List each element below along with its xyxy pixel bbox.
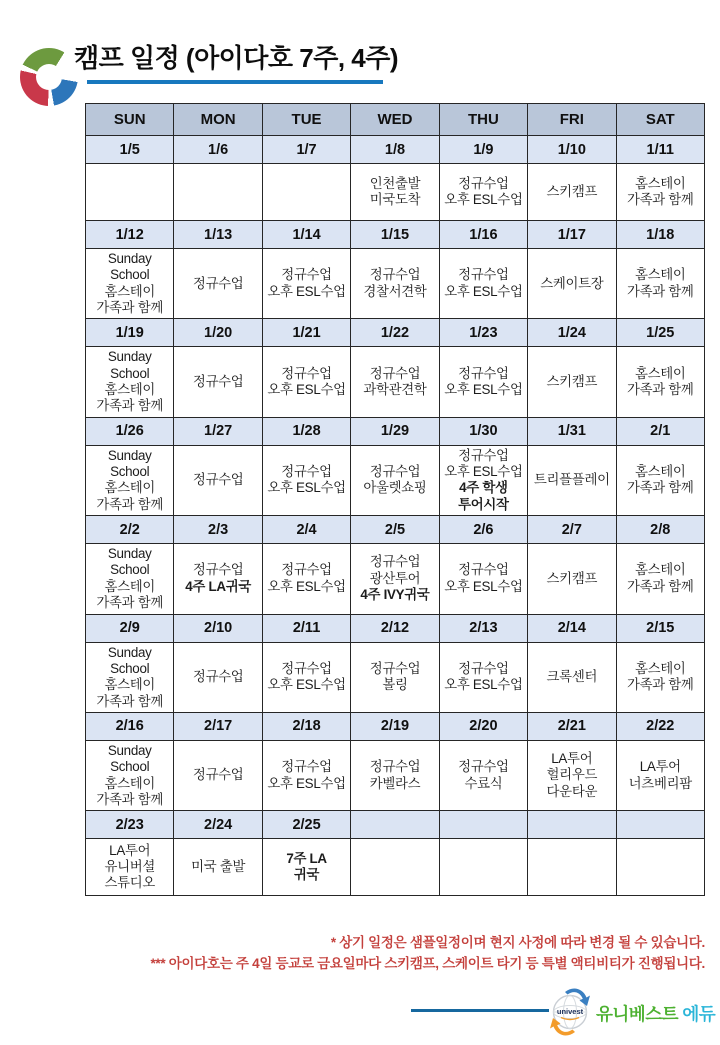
date-cell: 1/30 [439, 417, 527, 445]
date-cell: 1/12 [86, 221, 174, 249]
date-row [86, 516, 705, 544]
svg-text:univest: univest [556, 1007, 584, 1016]
date-cell: 1/31 [528, 417, 616, 445]
weekday-header: FRI [528, 104, 616, 136]
brand-name-univest: 유니베스트 [596, 1004, 679, 1024]
activity-row [86, 740, 705, 810]
date-cell: 2/13 [439, 614, 527, 642]
activity-cell: 정규수업 오후 ESL수업 [439, 642, 527, 712]
activity-row [86, 544, 705, 614]
activity-row [86, 445, 705, 515]
activity-cell: 정규수업 오후 ESL수업 [262, 544, 350, 614]
activity-cell: Sunday School 홈스테이 가족과 함께 [86, 544, 174, 614]
date-cell: 2/6 [439, 516, 527, 544]
activity-cell: Sunday School 홈스테이 가족과 함께 [86, 642, 174, 712]
date-cell: 1/24 [528, 319, 616, 347]
date-cell: 1/11 [616, 136, 704, 164]
date-cell: 1/20 [174, 319, 262, 347]
date-cell: 2/22 [616, 712, 704, 740]
activity-cell: 홈스테이 가족과 함께 [616, 249, 704, 319]
date-cell: 2/8 [616, 516, 704, 544]
activity-cell: 스키캠프 [528, 544, 616, 614]
activity-cell: 7주 LA 귀국 [262, 839, 350, 896]
activity-cell: 정규수업 [174, 740, 262, 810]
date-row [86, 136, 705, 164]
activity-cell: 정규수업 경찰서견학 [351, 249, 439, 319]
date-cell: 1/16 [439, 221, 527, 249]
activity-cell: 홈스테이 가족과 함께 [616, 445, 704, 515]
activity-row [86, 249, 705, 319]
activity-cell: 정규수업 4주 LA귀국 [174, 544, 262, 614]
date-row [86, 712, 705, 740]
date-cell: 1/21 [262, 319, 350, 347]
activity-row [86, 347, 705, 417]
activity-cell: 홈스테이 가족과 함께 [616, 164, 704, 221]
date-cell: 2/20 [439, 712, 527, 740]
date-cell: 1/10 [528, 136, 616, 164]
date-cell: 1/8 [351, 136, 439, 164]
footnote-idaho-activities: *** 아이다호는 주 4일 등교로 금요일마다 스키캠프, 스케이트 타기 등 특별 액티비티가 진행됩니다. [150, 955, 705, 971]
date-cell: 2/11 [262, 614, 350, 642]
date-cell: 1/7 [262, 136, 350, 164]
date-cell: 2/10 [174, 614, 262, 642]
activity-cell: 정규수업 오후 ESL수업 [439, 164, 527, 221]
date-cell: 1/27 [174, 417, 262, 445]
activity-cell: Sunday School 홈스테이 가족과 함께 [86, 445, 174, 515]
date-cell: 1/6 [174, 136, 262, 164]
date-cell: 1/25 [616, 319, 704, 347]
date-cell: 2/5 [351, 516, 439, 544]
activity-cell: Sunday School 홈스테이 가족과 함께 [86, 740, 174, 810]
activity-cell: 정규수업 볼링 [351, 642, 439, 712]
activity-cell: 미국 출발 [174, 839, 262, 896]
activity-cell: 인천출발 미국도착 [351, 164, 439, 221]
activity-cell: 정규수업 오후 ESL수업 4주 학생 투어시작 [439, 445, 527, 515]
activity-cell: 정규수업 오후 ESL수업 [262, 642, 350, 712]
date-cell: 2/16 [86, 712, 174, 740]
activity-cell: 정규수업 카벨라스 [351, 740, 439, 810]
date-cell: 2/9 [86, 614, 174, 642]
date-cell [351, 811, 439, 839]
weekday-header: SUN [86, 104, 174, 136]
date-cell: 2/17 [174, 712, 262, 740]
date-cell: 1/9 [439, 136, 527, 164]
activity-row [86, 642, 705, 712]
date-cell: 2/24 [174, 811, 262, 839]
date-cell: 2/7 [528, 516, 616, 544]
schedule-table [85, 103, 705, 896]
univest-globe-icon [548, 984, 594, 1045]
date-cell [528, 811, 616, 839]
activity-cell [174, 164, 262, 221]
activity-cell: 스키캠프 [528, 347, 616, 417]
activity-cell: Sunday School 홈스테이 가족과 함께 [86, 347, 174, 417]
date-cell: 1/19 [86, 319, 174, 347]
activity-cell: 정규수업 오후 ESL수업 [439, 544, 527, 614]
date-cell: 2/12 [351, 614, 439, 642]
weekday-header: TUE [262, 104, 350, 136]
activity-cell [616, 839, 704, 896]
activity-cell: Sunday School 홈스테이 가족과 함께 [86, 249, 174, 319]
activity-cell [528, 839, 616, 896]
activity-cell: 스케이트장 [528, 249, 616, 319]
activity-cell: 정규수업 오후 ESL수업 [439, 249, 527, 319]
activity-cell: LA투어 너츠베리팜 [616, 740, 704, 810]
footnotes [150, 933, 705, 975]
activity-cell: 정규수업 오후 ESL수업 [262, 347, 350, 417]
title-underline [87, 80, 383, 84]
page-title: 캠프 일정 (아이다호 7주, 4주) [74, 43, 399, 73]
activity-cell [439, 839, 527, 896]
date-row [86, 614, 705, 642]
date-cell: 2/1 [616, 417, 704, 445]
date-cell: 2/2 [86, 516, 174, 544]
activity-cell [262, 164, 350, 221]
date-row [86, 221, 705, 249]
activity-cell: 정규수업 [174, 445, 262, 515]
activity-cell: 홈스테이 가족과 함께 [616, 347, 704, 417]
calendar-container [85, 103, 705, 896]
camp-logo-ring [20, 48, 78, 106]
date-cell: 2/3 [174, 516, 262, 544]
date-cell: 2/19 [351, 712, 439, 740]
date-cell: 2/14 [528, 614, 616, 642]
activity-cell: 크록센터 [528, 642, 616, 712]
activity-cell: LA투어 헐리우드 다운타운 [528, 740, 616, 810]
activity-cell: 정규수업 [174, 347, 262, 417]
date-cell: 1/15 [351, 221, 439, 249]
activity-row [86, 839, 705, 896]
activity-cell: LA투어 유니버셜 스튜디오 [86, 839, 174, 896]
activity-cell: 정규수업 오후 ESL수업 [262, 249, 350, 319]
activity-cell: 홈스테이 가족과 함께 [616, 544, 704, 614]
activity-cell [351, 839, 439, 896]
date-cell: 1/14 [262, 221, 350, 249]
date-cell: 1/26 [86, 417, 174, 445]
activity-cell: 정규수업 광산투어 4주 IVY귀국 [351, 544, 439, 614]
activity-cell: 정규수업 아울렛쇼핑 [351, 445, 439, 515]
brand-name-edu: 에듀 [682, 1004, 716, 1024]
date-cell: 2/18 [262, 712, 350, 740]
date-cell [439, 811, 527, 839]
date-cell: 1/13 [174, 221, 262, 249]
date-cell: 2/23 [86, 811, 174, 839]
date-cell: 1/28 [262, 417, 350, 445]
activity-row [86, 164, 705, 221]
brand-footer [0, 984, 720, 1040]
footnote-sample-schedule: * 상기 일정은 샘플일정이며 현지 사정에 따라 변경 될 수 있습니다. [330, 935, 705, 950]
activity-cell: 정규수업 오후 ESL수업 [439, 347, 527, 417]
activity-cell: 정규수업 [174, 249, 262, 319]
activity-cell: 홈스테이 가족과 함께 [616, 642, 704, 712]
date-cell [616, 811, 704, 839]
date-row [86, 811, 705, 839]
date-cell: 1/17 [528, 221, 616, 249]
brand-divider-line [411, 1009, 549, 1012]
date-cell: 2/25 [262, 811, 350, 839]
activity-cell: 정규수업 오후 ESL수업 [262, 445, 350, 515]
weekday-header: WED [351, 104, 439, 136]
date-row [86, 319, 705, 347]
date-cell: 2/21 [528, 712, 616, 740]
activity-cell: 정규수업 오후 ESL수업 [262, 740, 350, 810]
weekday-header: THU [439, 104, 527, 136]
date-cell: 1/29 [351, 417, 439, 445]
date-row [86, 417, 705, 445]
activity-cell: 스키캠프 [528, 164, 616, 221]
date-cell: 2/15 [616, 614, 704, 642]
weekday-header: SAT [616, 104, 704, 136]
activity-cell [86, 164, 174, 221]
date-cell: 1/23 [439, 319, 527, 347]
weekday-header: MON [174, 104, 262, 136]
date-cell: 1/18 [616, 221, 704, 249]
activity-cell: 트리플플레이 [528, 445, 616, 515]
brand-name [596, 1001, 715, 1026]
activity-cell: 정규수업 [174, 642, 262, 712]
activity-cell: 정규수업 수료식 [439, 740, 527, 810]
activity-cell: 정규수업 과학관견학 [351, 347, 439, 417]
date-cell: 1/5 [86, 136, 174, 164]
date-cell: 1/22 [351, 319, 439, 347]
date-cell: 2/4 [262, 516, 350, 544]
